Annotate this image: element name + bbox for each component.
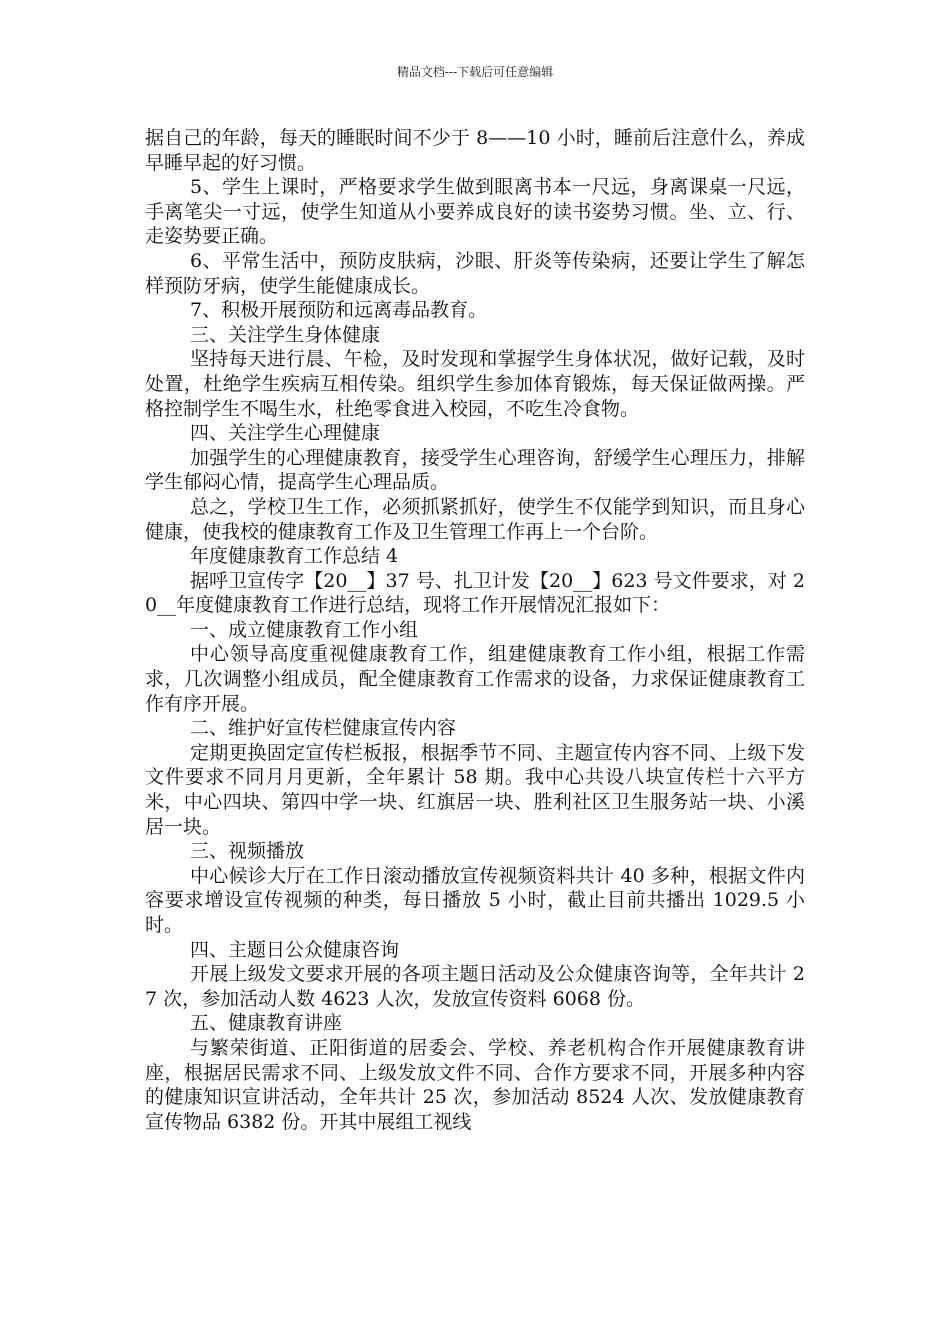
paragraph: 中心领导高度重视健康教育工作，组建健康教育工作小组，根据工作需求，几次调整小组成员，配全健康教育工作需求的设备，力求保证健康教育工作有序开展。: [145, 643, 805, 715]
paragraph: 据自己的年龄，每天的睡眠时间不少于 8——10 小时，睡前后注意什么，养成早睡早起的好习惯。: [145, 127, 805, 174]
paragraph: 6、平常生活中，预防皮肤病，沙眼、肝炎等传染病，还要让学生了解怎样预防牙病，使学生能健康成长。: [145, 249, 805, 297]
page-header: 精品文档---下载后可任意编辑: [396, 65, 554, 79]
paragraph: 7、积极开展预防和远离毒品教育。: [190, 299, 488, 322]
paragraph: 四、关注学生心理健康: [190, 422, 381, 445]
paragraph: 加强学生的心理健康教育，接受学生心理咨询，舒缓学生心理压力，排解学生郁闷心情，提高学生心理品质。: [145, 446, 805, 494]
paragraph: 三、视频播放: [190, 840, 305, 863]
paragraph: 五、健康教育讲座: [190, 1012, 343, 1035]
paragraph: 年度健康教育工作总结 4: [190, 545, 399, 568]
paragraph: 据呼卫宣传字【20__】37 号、扎卫计发【20__】623 号文件要求，对 20__年度健康教育工作进行总结，现将工作开展情况汇报如下：: [145, 569, 805, 617]
paragraph: 定期更换固定宣传栏板报，根据季节不同、主题宣传内容不同、上级下发文件要求不同月月更新，全年累计 58 期。我中心共设八块宣传栏十六平方米，中心四块、第四中学一块、红旗居一块、胜利社区卫生服务站一块、小溪居一块。: [145, 741, 805, 838]
paragraph: 开展上级发文要求开展的各项主题日活动及公众健康咨询等，全年共计 27 次，参加活动人数 4623 人次，发放宣传资料 6068 份。: [145, 963, 805, 1010]
paragraph: 中心候诊大厅在工作日滚动播放宣传视频资料共计 40 多种，根据文件内容要求增设宣传视频的种类，每日播放 5 小时，截止目前共播出 1029.5 小时。: [145, 864, 805, 936]
paragraph: 一、成立健康教育工作小组: [190, 618, 419, 641]
paragraph: 总之，学校卫生工作，必须抓紧抓好，使学生不仅能学到知识，而且身心健康，使我校的健康教育工作及卫生管理工作再上一个台阶。: [145, 495, 805, 543]
paragraph: 二、维护好宣传栏健康宣传内容: [190, 717, 457, 740]
paragraph: 与繁荣街道、正阳街道的居委会、学校、养老机构合作开展健康教育讲座，根据居民需求不同、上级发放文件不同、合作方要求不同，开展多种内容的健康知识宣讲活动，全年共计 25 次，参加活动 8524 人次、发放健康教育宣传物品 6382 份。开其中展组工视线: [145, 1036, 805, 1133]
paragraph: 坚持每天进行晨、午检，及时发现和掌握学生身体状况，做好记载，及时处置，杜绝学生疾病互相传染。组织学生参加体育锻炼，每天保证做两操。严格控制学生不喝生水，杜绝零食进入校园，不吃生冷食物。: [145, 348, 805, 420]
paragraph: 三、关注学生身体健康: [190, 323, 381, 346]
document-body: [145, 126, 805, 1134]
paragraph: 四、主题日公众健康咨询: [190, 938, 400, 961]
paragraph: 5、学生上课时，严格要求学生做到眼离书本一尺远，身离课桌一尺远，手离笔尖一寸远，使学生知道从小要养成良好的读书姿势习惯。坐、立、行、走姿势要正确。: [145, 176, 805, 248]
